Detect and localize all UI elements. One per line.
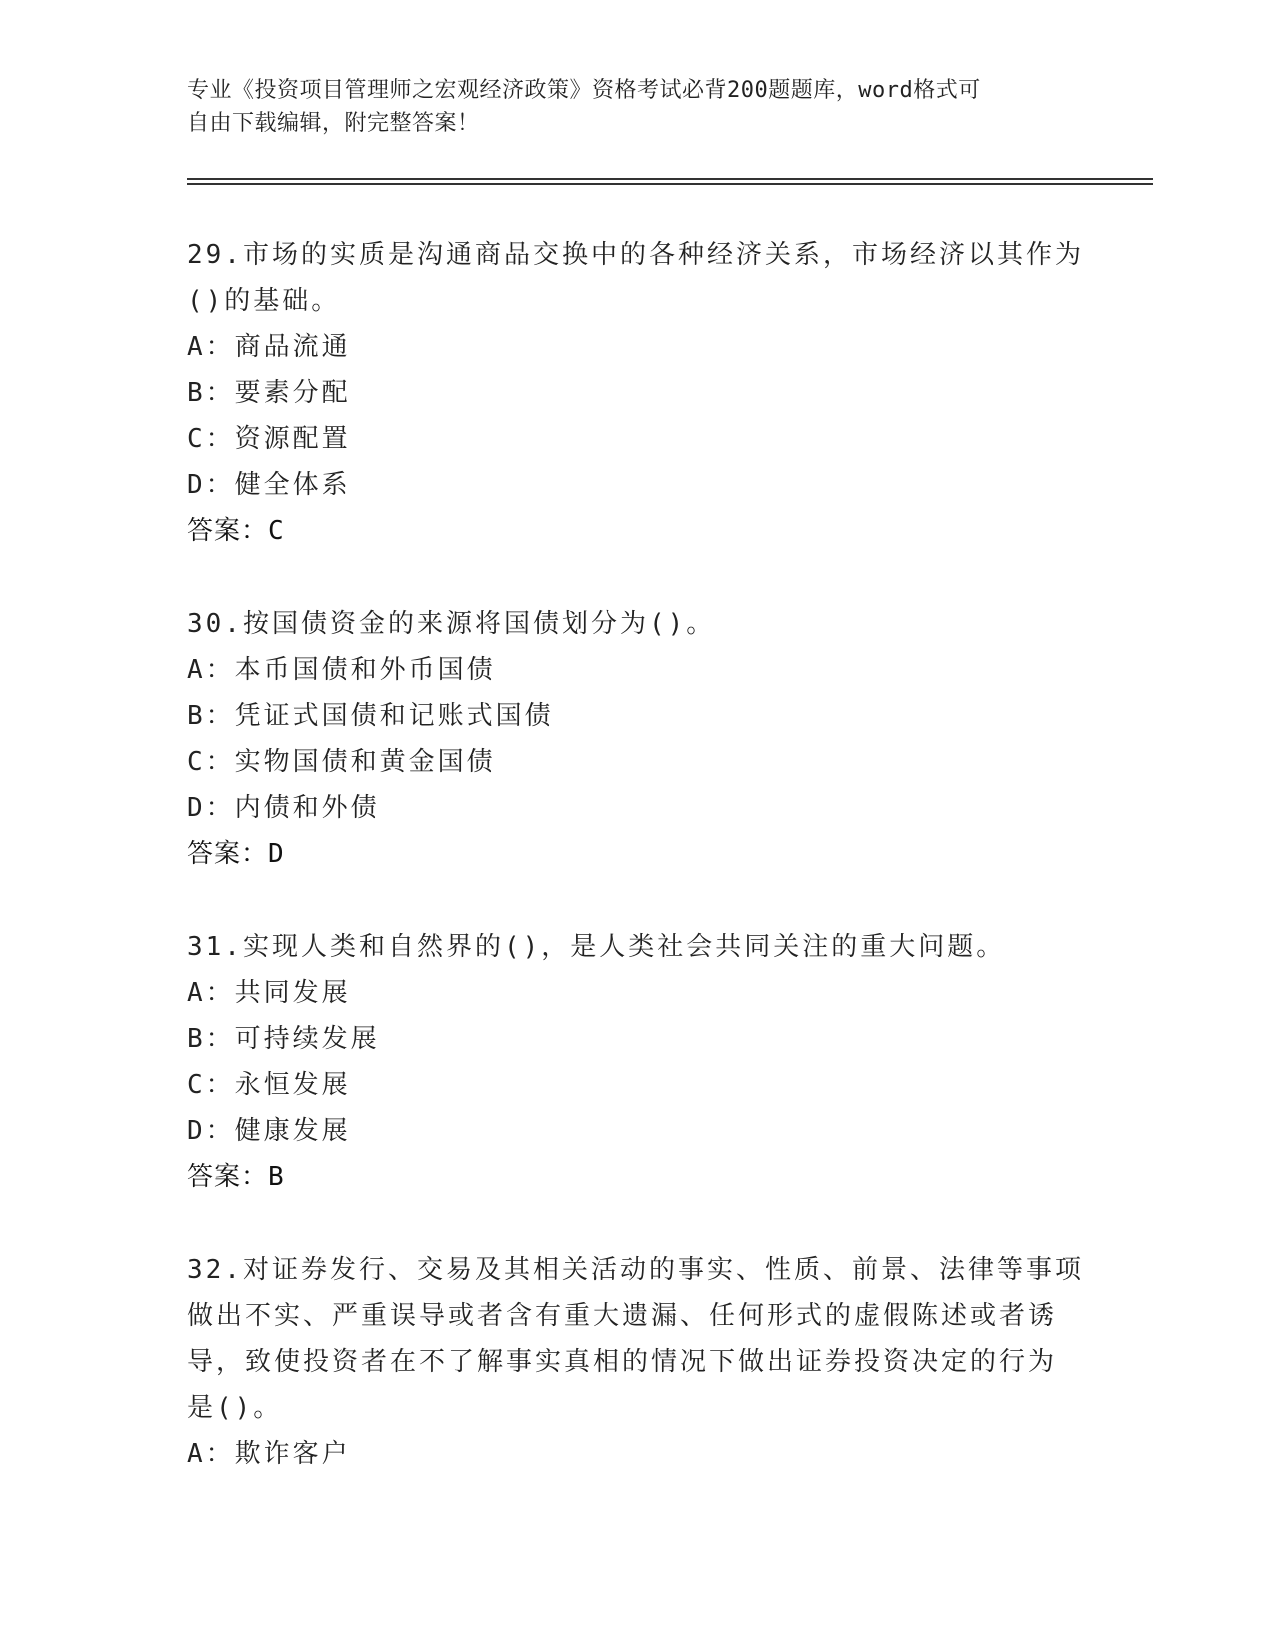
option-a: A：欺诈客户: [187, 1439, 351, 1469]
option-d: D：内债和外债: [187, 793, 380, 823]
header-divider-bottom: [187, 183, 1153, 185]
header-line-1: 专业《投资项目管理师之宏观经济政策》资格考试必背200题题库，word格式可: [187, 78, 981, 103]
option-a: A：本币国债和外币国债: [187, 655, 496, 685]
question-30: [187, 601, 1087, 877]
question-29: [187, 232, 1087, 554]
question-stem: 29.市场的实质是沟通商品交换中的各种经济关系，市场经济以其作为: [187, 240, 1084, 270]
option-c: C：实物国债和黄金国债: [187, 747, 496, 777]
header-line-2: 自由下载编辑，附完整答案！: [187, 111, 480, 136]
document-header: [187, 74, 1067, 140]
question-32: [187, 1247, 1087, 1477]
option-d: D：健全体系: [187, 470, 351, 500]
option-b: B：要素分配: [187, 378, 351, 408]
question-stem: 31.实现人类和自然界的()，是人类社会共同关注的重大问题。: [187, 932, 1006, 962]
question-stem: 做出不实、严重误导或者含有重大遗漏、任何形式的虚假陈述或者诱: [187, 1301, 1058, 1331]
question-31: [187, 924, 1087, 1200]
answer-label: 答案：B: [187, 1162, 285, 1192]
option-c: C：永恒发展: [187, 1070, 351, 1100]
question-stem: 是()。: [187, 1393, 283, 1423]
option-a: A：共同发展: [187, 978, 351, 1008]
header-divider-top: [187, 178, 1153, 180]
question-stem: 30.按国债资金的来源将国债划分为()。: [187, 609, 716, 639]
answer-label: 答案：D: [187, 839, 285, 869]
answer-label: 答案：C: [187, 516, 285, 546]
question-stem: 32.对证券发行、交易及其相关活动的事实、性质、前景、法律等事项: [187, 1255, 1084, 1285]
option-b: B：凭证式国债和记账式国债: [187, 701, 554, 731]
question-stem: 导，致使投资者在不了解事实真相的情况下做出证券投资决定的行为: [187, 1347, 1058, 1377]
option-c: C：资源配置: [187, 424, 351, 454]
option-b: B：可持续发展: [187, 1024, 380, 1054]
option-d: D：健康发展: [187, 1116, 351, 1146]
question-list: [187, 232, 1087, 1524]
question-stem: ()的基础。: [187, 286, 341, 316]
option-a: A：商品流通: [187, 332, 351, 362]
